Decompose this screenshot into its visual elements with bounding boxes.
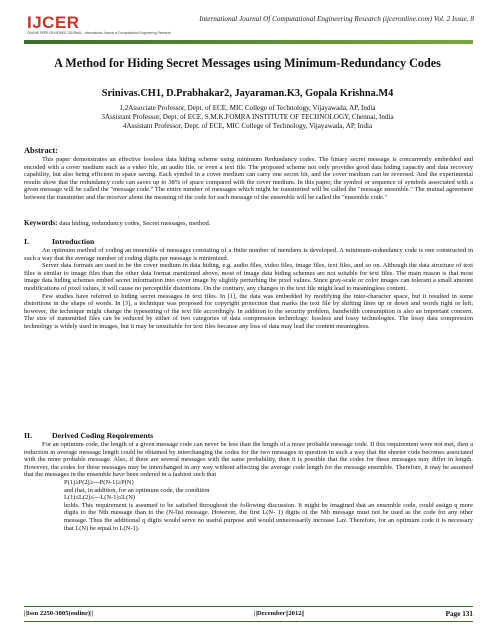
section-2-title: Derived Coding Requirements	[52, 431, 154, 440]
paragraph: Few studies have referred to hiding secret messages in text files. In [1], the data was embedded by modifying the inter-character space, but it resulted in some distortions in the shape of words. In [3], a technique was proposed for copyright protection that marks the text file by shifting lines up or down and words right or left; however, the technique might change the typesetting of the text file accordingly. In addition to the security problem, bandwidth consumption is also an important concern. The size of transmitted files can be reduced by either of two categories of data compression technology: lossless and lossy technologies. The lossy data compression technology is widely used in images, but it may be unsuitable for text files because any loss of data may lead the content meaningless.	[24, 292, 473, 330]
paragraph: and that, in addition, for an optimum code, the condition	[64, 486, 210, 494]
abstract-body: This paper demonstrates an effective lossless data hiding scheme using minimum Redundancy codes. The binary secret message is concurrently embedded and encoded with a cover medium such as a video file, an audio file, or even a text file. The proposed scheme not only provides good data hiding capacity and data recovery capability, but also being efficient in space saving. Each symbol in a cover medium can carry one secret bit, and the cover medium can be reversed. And the experimental results show that the redundancy code can saves up to 38% of space compared with the cover medium. In this paper, the symbol or sequence of symbols associated with a given message will be called the "message code." The entire number of messages which might be transmitted will be called the "message ensemble." The mutual agreement between the transmitter and the receiver about the meaning of the code for each message of the ensemble will be called the "ensemble code."	[24, 156, 473, 201]
section-1-title: Introduction	[52, 237, 95, 246]
section-1-number: I.	[24, 237, 29, 246]
affiliation-3: 4Assistant Professor, Dept. of ECE, MIC College of Technology, Vijayawada, AP, India	[122, 122, 373, 130]
section-2-number: II.	[24, 431, 33, 440]
paragraph: holds. This requirement is assumed to be satisfied throughout the following discussion. It might be imagined that an ensemble code, could assign q more digits to the Nth message than to the (N-l)st message. However, the first L(N- 1) digits of the Nth message must not be used as the code for any other message. Thus the additional q digits would serve no useful purpose and would unnecessarily increase Lav. Therefore, for an optimum code it is necessary that L(N) be equal to L(N-1).	[64, 501, 473, 532]
logo-name: IJCER	[27, 13, 80, 33]
paper-title: A Method for Hiding Secret Messages using Minimum-Redundancy Codes	[54, 56, 441, 70]
footer-divider-top	[24, 606, 473, 607]
derived-requirements-body	[24, 441, 473, 532]
paragraph: Server data formats are used to be the cover medium in data hiding, e.g. audio files, video files, image files, text files, and so on. Although the data structure of text files is similar to image files than the other data format mentioned above, most of image data hiding schemes are not suitable for text files. The main reason is that most image data hiding schemes embed secret information into cover image by slightly perturbing the pixel values. Since gray-scale or color images can tolerant a small amount modifications of pixel values, it will cause no perceptible distortions. On the contrary, any changes in the text file might lead to meaningless content.	[24, 262, 473, 292]
logo-subtitle: ONLINE PEER REVIEWED JOURNAL · International Journal of Computational Engineering Research	[27, 31, 172, 36]
affiliation-1: 1,2Associate Professor, Dept. of ECE, MIC College of Technology, Vijayawada, AP, India	[119, 104, 376, 112]
paragraph: For an optimum code, the length of a given message code can never be less than the length of a more probable message code. If this requirement were not met, then a reduction in average message length could be obtained by interchanging the codes for the two messages in question in such a way that the shorter code becomes associated with the more probable message. Also, if there are several messages with the same probability, then it is possible that the codes for these messages may differ in length. However, the codes for these messages may be interchanged in any way without affecting the average code length for the message ensemble. Therefore, it may be assumed that the messages in the ensemble have been ordered in a fashion such that	[24, 441, 473, 479]
paper-authors: Srinivas.CH1, D.Prabhakar2, Jayaraman.K3, Gopala Krishna.M4	[101, 88, 394, 99]
paragraph: An optimum method of coding an ensemble of messages consisting of a finite number of members is developed. A minimum-redundancy code is one constructed in such a way that the average number of coding digits per message is minimized.	[24, 247, 473, 262]
keywords-text: data hiding, redundancy codes, Secret messages, method.	[59, 220, 211, 227]
formula-length: L(1)≤L(2)≤---L(N-1)≤L(N)	[64, 494, 136, 502]
abstract-heading: Abstract:	[24, 146, 58, 155]
footer-divider-bottom	[24, 621, 473, 622]
formula-probability: P(1)≥P(2)≥---P(N-1)≥P(N)	[64, 478, 134, 486]
header-divider	[24, 40, 473, 44]
footer-issn: ||Issn 2250-3005(online)||	[24, 610, 94, 617]
keywords-label: Keywords:	[24, 219, 58, 227]
introduction-body	[24, 247, 473, 331]
page-number: Page 131	[445, 610, 473, 618]
affiliation-2: 3Assistant Professor, Dept. of ECE, S.M.K.FOMRA INSTITUTE OF TECHNOLOGY, Chennai, India	[101, 113, 394, 121]
keywords	[24, 219, 473, 227]
journal-logo	[24, 12, 172, 38]
footer-date: ||December||2012||	[254, 610, 305, 617]
journal-header: International Journal Of Computational Engineering Research (ijceronline.com) Vol. 2 Issue. 8	[199, 15, 474, 23]
